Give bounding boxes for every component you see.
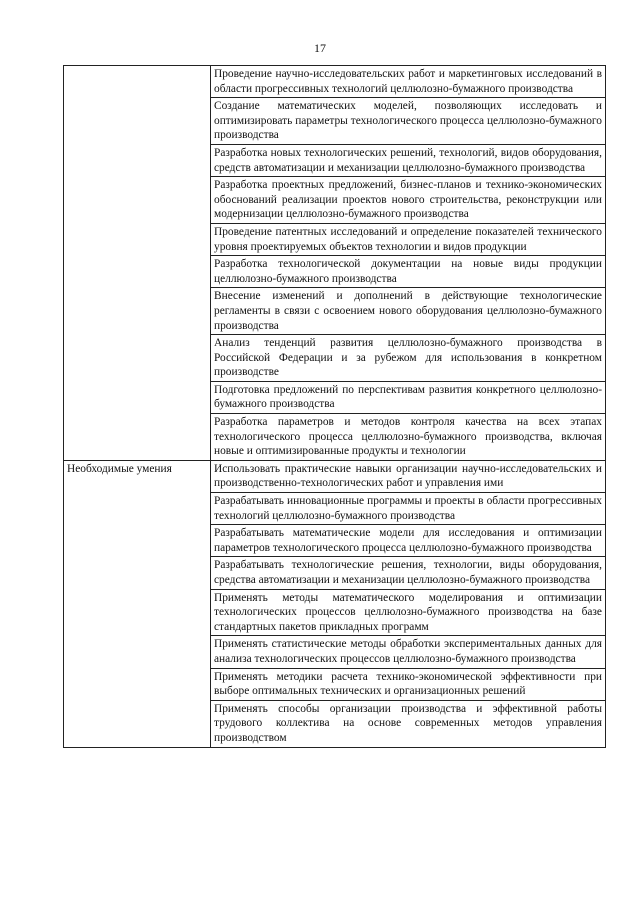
- section-label-continued: [64, 256, 211, 288]
- table-row: [64, 414, 606, 461]
- table-cell-item: Подготовка предложений по перспективам развития конкретного целлюлозно-бумажного производства: [211, 381, 606, 413]
- table-cell-item: Разработка проектных предложений, бизнес-планов и технико-экономических обоснований реализации проектов нового строительства, реконструкции или модернизации целлюлозно-бумажного производства: [211, 177, 606, 224]
- table-cell-item: Использовать практические навыки организации научно-исследовательских и производственно-технологических работ и управления ими: [211, 460, 606, 492]
- table-row: [64, 66, 606, 98]
- section-label-continued: [64, 223, 211, 255]
- section-label-continued: [64, 335, 211, 382]
- section-label-continued: [64, 493, 211, 525]
- table-row: [64, 636, 606, 668]
- table-row: [64, 256, 606, 288]
- table-row: [64, 223, 606, 255]
- table-cell-item: Внесение изменений и дополнений в действующие технологические регламенты в связи с освоением нового оборудования целлюлозно-бумажного производства: [211, 288, 606, 335]
- section-label-continued: [64, 636, 211, 668]
- table-cell-item: Разрабатывать математические модели для исследования и оптимизации параметров технологического процесса целлюлозно-бумажного производства: [211, 525, 606, 557]
- table-row: [64, 589, 606, 636]
- table-cell-item: Применять методики расчета технико-экономической эффективности при выборе оптимальных технических и организационных решений: [211, 668, 606, 700]
- section-label-continued: [64, 700, 211, 747]
- section-label-continued: [64, 557, 211, 589]
- table-cell-item: Разработка новых технологических решений, технологий, видов оборудования, средств автоматизации и механизации целлюлозно-бумажного производства: [211, 144, 606, 176]
- table-cell-item: Анализ тенденций развития целлюлозно-бумажного производства в Российской Федерации и за рубежом для использования в конкретном производстве: [211, 335, 606, 382]
- section-label-continued: [64, 668, 211, 700]
- table-cell-item: Разрабатывать инновационные программы и проекты в области прогрессивных технологий целлюлозно-бумажного производства: [211, 493, 606, 525]
- table-row: [64, 668, 606, 700]
- table-body: [64, 66, 606, 748]
- table-row: [64, 700, 606, 747]
- table-cell-item: Проведение патентных исследований и определение показателей технического уровня проектируемых объектов технологии и видов продукции: [211, 223, 606, 255]
- section-label: Необходимые умения: [64, 460, 211, 492]
- section-label-continued: [64, 589, 211, 636]
- section-label-continued: [64, 98, 211, 145]
- table-cell-item: Применять статистические методы обработки экспериментальных данных для анализа технологических процессов целлюлозно-бумажного производства: [211, 636, 606, 668]
- table-row: [64, 288, 606, 335]
- table-cell-item: Разработка параметров и методов контроля качества на всех этапах технологического процесса целлюлозно-бумажного производства, включая новые и оптимизированные продукты и технологии: [211, 414, 606, 461]
- competency-table: [63, 65, 606, 748]
- section-label-continued: [64, 288, 211, 335]
- page-number: 17: [314, 41, 326, 55]
- section-label-continued: [64, 414, 211, 461]
- table-row: [64, 557, 606, 589]
- table-row: [64, 144, 606, 176]
- table-cell-item: Создание математических моделей, позволяющих исследовать и оптимизировать параметры технологического процесса целлюлозно-бумажного производства: [211, 98, 606, 145]
- section-label: [64, 66, 211, 98]
- table-cell-item: Разработка технологической документации на новые виды продукции целлюлозно-бумажного производства: [211, 256, 606, 288]
- section-label-continued: [64, 177, 211, 224]
- table-row: [64, 335, 606, 382]
- table-row: [64, 177, 606, 224]
- table-row: [64, 460, 606, 492]
- table-cell-item: Применять методы математического моделирования и оптимизации технологических процессов целлюлозно-бумажного производства на базе стандартных пакетов прикладных программ: [211, 589, 606, 636]
- table-cell-item: Применять способы организации производства и эффективной работы трудового коллектива на основе современных методов управления производством: [211, 700, 606, 747]
- table-row: [64, 381, 606, 413]
- table-cell-item: Разрабатывать технологические решения, технологии, виды оборудования, средства автоматизации и механизации целлюлозно-бумажного производства: [211, 557, 606, 589]
- table-row: [64, 98, 606, 145]
- table-row: [64, 525, 606, 557]
- section-label-continued: [64, 525, 211, 557]
- section-label-continued: [64, 144, 211, 176]
- table-cell-item: Проведение научно-исследовательских работ и маркетинговых исследований в области прогрессивных технологий целлюлозно-бумажного производства: [211, 66, 606, 98]
- table-row: [64, 493, 606, 525]
- section-label-continued: [64, 381, 211, 413]
